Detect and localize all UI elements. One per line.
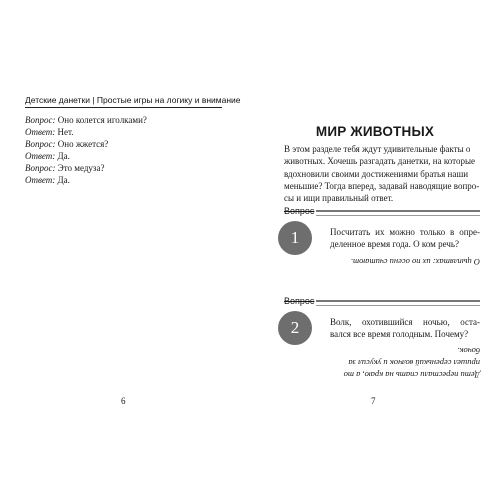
- dialogue-line: [25, 126, 235, 138]
- dialogue-text: Да.: [57, 175, 70, 185]
- intro-line: меньшие? Тогда вперед, задавай наводящие вопро-: [284, 180, 480, 191]
- puzzle-answer-upside-down: [284, 345, 480, 381]
- question-line: Волк, охотившийся ночью, оста-: [330, 317, 480, 327]
- dialogue-line: [25, 138, 235, 150]
- puzzle-question: [330, 226, 480, 251]
- answer-line: бочок.: [457, 346, 480, 356]
- dialogue-text: Оно жжется?: [57, 139, 109, 149]
- dialogue-label: Вопрос:: [25, 163, 56, 173]
- page-number-left: 6: [121, 396, 126, 406]
- question-line: вался все время голодным. Почему?: [330, 329, 469, 340]
- section-label: Вопрос: [284, 206, 315, 216]
- dialogue-text: Оно колется иголками?: [57, 115, 147, 125]
- intro-paragraph: [284, 143, 480, 204]
- page-number-right: 7: [371, 396, 376, 406]
- chapter-title: МИР ЖИВОТНЫХ: [315, 124, 435, 139]
- intro-line: В этом разделе тебя ждут удивительные факты о: [284, 144, 471, 154]
- answer-line: О цыплятах: их по осени считают.: [350, 257, 480, 267]
- running-head: Детские данетки | Простые игры на логику и внимание: [25, 95, 241, 105]
- puzzle-question: [330, 316, 480, 341]
- dialogue-line: [25, 150, 235, 162]
- dialogue-line: [25, 174, 235, 186]
- answer-line: Дети перестали спать на краю, а то: [343, 370, 480, 380]
- dialogue-text: Да.: [57, 151, 70, 161]
- dialogue-label: Ответ:: [25, 151, 56, 161]
- answer-line: пришел серенький волчок и укусил за: [348, 358, 480, 368]
- intro-line: животных. Хочешь разгадать данетки, на которые: [284, 156, 475, 167]
- right-page: [250, 0, 500, 500]
- intro-line: сы и ищи правильный ответ.: [284, 193, 394, 204]
- dialogue-line: [25, 162, 235, 174]
- puzzle-number-badge: 2: [278, 311, 312, 345]
- dialogue-line: [25, 114, 235, 126]
- dialogue-label: Вопрос:: [25, 115, 56, 125]
- running-head-rule: [25, 107, 222, 108]
- puzzle-answer-upside-down: [284, 256, 480, 268]
- question-line: деленное время года. О ком речь?: [330, 239, 459, 250]
- dialogue: [25, 114, 235, 186]
- dialogue-label: Ответ:: [25, 127, 56, 137]
- question-line: Посчитать их можно только в опре-: [330, 227, 480, 237]
- dialogue-label: Вопрос:: [25, 139, 56, 149]
- dialogue-text: Нет.: [57, 127, 74, 137]
- puzzle-number-badge: 1: [278, 221, 312, 255]
- dialogue-label: Ответ:: [25, 175, 56, 185]
- dialogue-text: Это медуза?: [57, 163, 105, 173]
- section-label: Вопрос: [284, 296, 315, 306]
- intro-line: вдохновили своими достижениями братья наши: [284, 168, 469, 179]
